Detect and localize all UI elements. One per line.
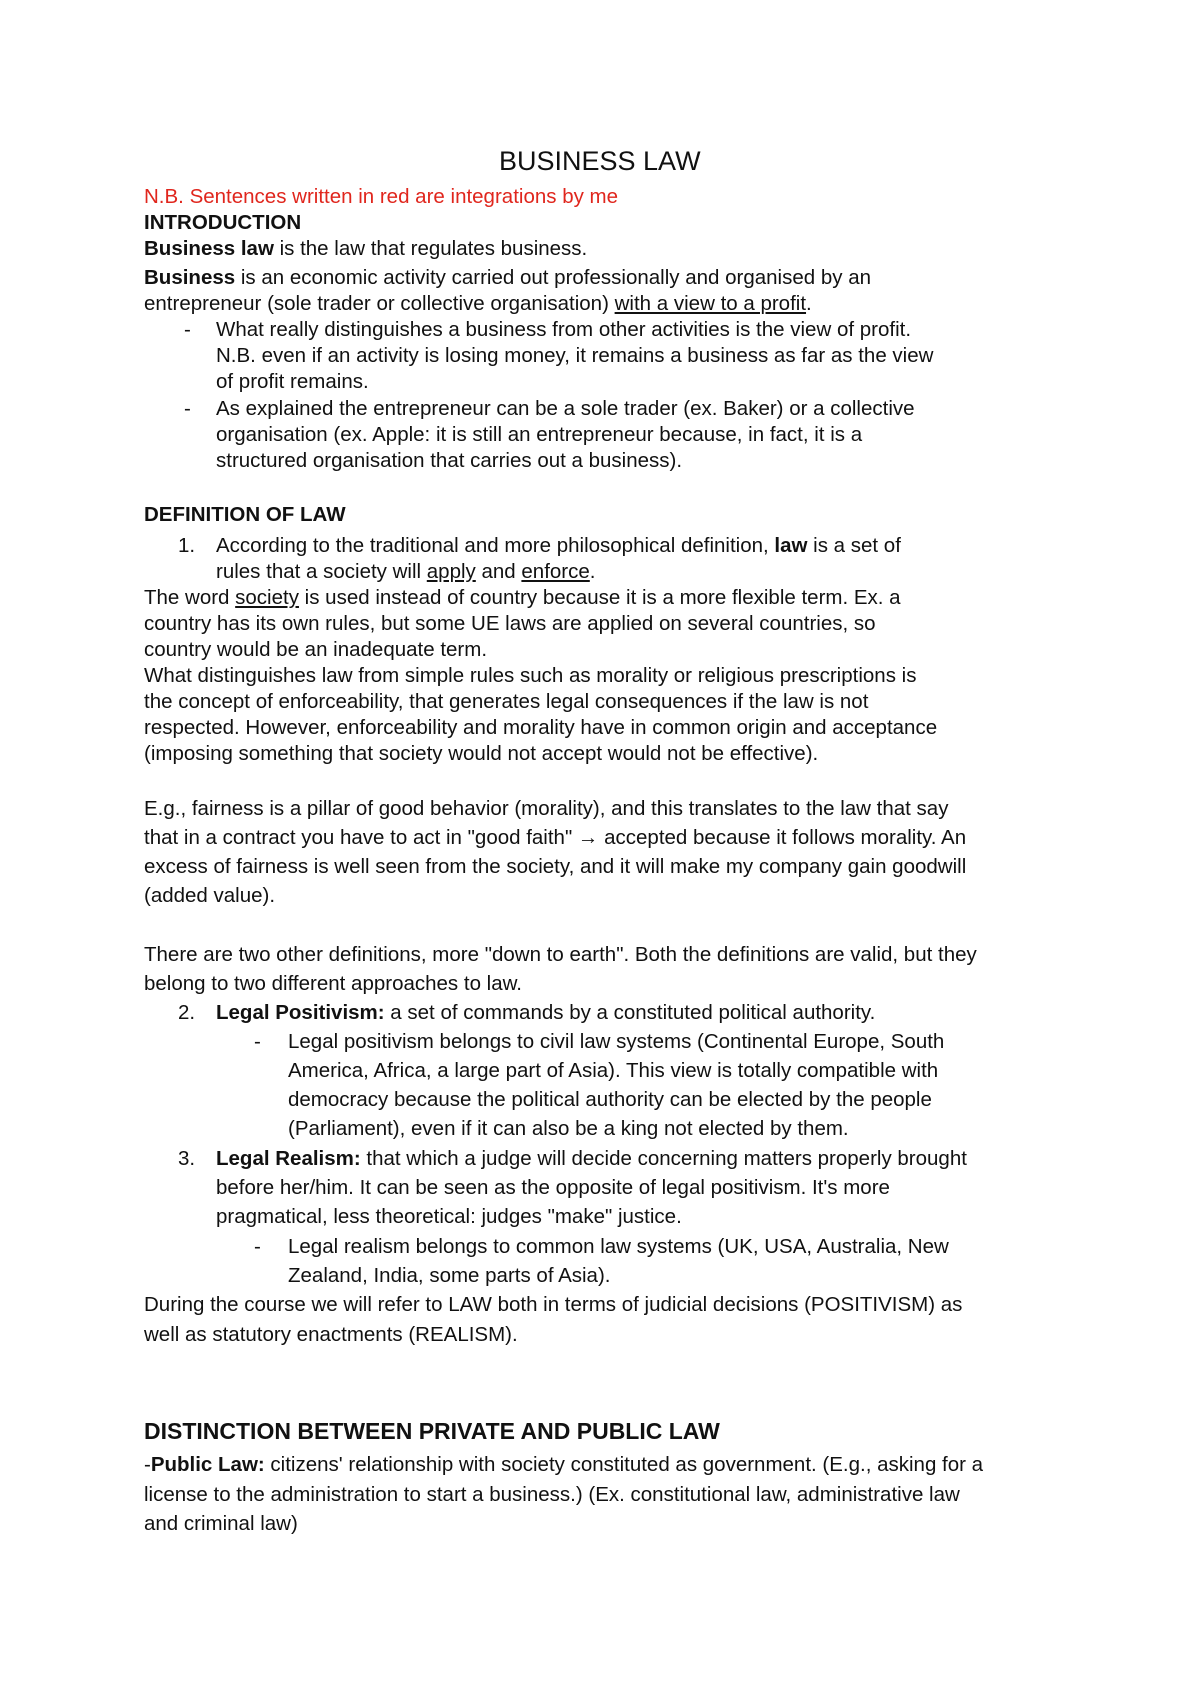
list-number: 2. bbox=[178, 1001, 196, 1024]
bullet-line: N.B. even if an activity is losing money, it remains a business as far as the view bbox=[216, 344, 934, 367]
text-segment: that which a judge will decide concerning matters properly brought bbox=[360, 1147, 967, 1170]
list-number: 3. bbox=[178, 1147, 196, 1170]
eg-paragraph-line: (added value). bbox=[144, 884, 276, 907]
public-law-line: and criminal law) bbox=[144, 1512, 298, 1535]
law-term: law bbox=[774, 534, 808, 557]
realism-sub-line: Zealand, India, some parts of Asia). bbox=[288, 1264, 611, 1287]
positivism-sub-line: democracy because the political authority can be elected by the people bbox=[288, 1088, 932, 1111]
bullet-dash: - bbox=[254, 1030, 261, 1053]
eg-paragraph-line: that in a contract you have to act in "good faith" → accepted because it follows morality. An bbox=[144, 826, 967, 849]
legal-realism-term: Legal Realism: bbox=[216, 1147, 361, 1170]
business-law-definition bbox=[144, 236, 587, 262]
bullet-line: What really distinguishes a business from other activities is the view of profit. bbox=[216, 318, 912, 341]
text-segment: citizens' relationship with society constituted as government. (E.g., asking for a bbox=[264, 1453, 984, 1476]
public-law-line bbox=[144, 1452, 983, 1478]
legal-realism-line: before her/him. It can be seen as the opposite of legal positivism. It's more bbox=[216, 1176, 890, 1199]
distinguish-paragraph-line: respected. However, enforceability and morality have in common origin and acceptance bbox=[144, 716, 938, 739]
text-segment: The word bbox=[144, 586, 236, 609]
positivism-sub-line: Legal positivism belongs to civil law systems (Continental Europe, South bbox=[288, 1030, 945, 1053]
text-segment: is used instead of country because it is a more flexible term. Ex. a bbox=[298, 586, 901, 609]
definition-heading: DEFINITION OF LAW bbox=[144, 503, 346, 526]
legal-realism-line bbox=[216, 1146, 967, 1172]
bullet-line: As explained the entrepreneur can be a sole trader (ex. Baker) or a collective bbox=[216, 397, 915, 420]
business-definition-line-2 bbox=[144, 291, 812, 317]
eg-paragraph-line: E.g., fairness is a pillar of good behavior (morality), and this translates to the law that say bbox=[144, 797, 949, 820]
positivism-sub-line: (Parliament), even if it can also be a king not elected by them. bbox=[288, 1117, 849, 1140]
positivism-sub-line: America, Africa, a large part of Asia). This view is totally compatible with bbox=[288, 1059, 939, 1082]
society-underlined: society bbox=[235, 586, 299, 609]
definition-item-1-line-2 bbox=[216, 559, 596, 585]
definition-item-1-line-1 bbox=[216, 533, 901, 559]
enforce-underlined: enforce bbox=[521, 560, 590, 583]
text-segment: . bbox=[589, 560, 596, 583]
other-definitions-line: There are two other definitions, more "down to earth". Both the definitions are valid, but they bbox=[144, 943, 977, 966]
course-paragraph-line: well as statutory enactments (REALISM). bbox=[144, 1323, 518, 1346]
distinguish-paragraph-line: What distinguishes law from simple rules such as morality or religious prescriptions is bbox=[144, 664, 917, 687]
bullet-line: organisation (ex. Apple: it is still an entrepreneur because, in fact, it is a bbox=[216, 423, 863, 446]
list-number: 1. bbox=[178, 534, 196, 557]
society-paragraph-line-1 bbox=[144, 585, 901, 611]
document-title: BUSINESS LAW bbox=[499, 146, 701, 176]
introduction-heading: INTRODUCTION bbox=[144, 211, 302, 234]
distinguish-paragraph-line: (imposing something that society would not accept would not be effective). bbox=[144, 742, 819, 765]
text-segment: is a set of bbox=[807, 534, 901, 557]
business-law-text: is the law that regulates business. bbox=[273, 237, 588, 260]
society-paragraph-line: country has its own rules, but some UE laws are applied on several countries, so bbox=[144, 612, 876, 635]
business-text: is an economic activity carried out professionally and organised by an bbox=[235, 266, 871, 289]
public-law-line: license to the administration to start a business.) (Ex. constitutional law, administrative law bbox=[144, 1483, 960, 1506]
bullet-line: structured organisation that carries out a business). bbox=[216, 449, 683, 472]
bullet-dash: - bbox=[144, 1453, 151, 1476]
business-text-pre: entrepreneur (sole trader or collective organisation) bbox=[144, 292, 615, 315]
course-paragraph-line: During the course we will refer to LAW both in terms of judicial decisions (POSITIVISM) as bbox=[144, 1293, 963, 1316]
text-segment: a set of commands by a constituted political authority. bbox=[384, 1001, 876, 1024]
text-segment: According to the traditional and more philosophical definition, bbox=[216, 534, 775, 557]
business-text-end: . bbox=[806, 292, 812, 315]
text-segment: rules that a society will bbox=[216, 560, 427, 583]
realism-sub-line: Legal realism belongs to common law systems (UK, USA, Australia, New bbox=[288, 1235, 949, 1258]
legal-positivism-term: Legal Positivism: bbox=[216, 1001, 385, 1024]
red-note: N.B. Sentences written in red are integrations by me bbox=[144, 185, 619, 208]
business-law-term: Business law bbox=[144, 237, 274, 260]
apply-underlined: apply bbox=[426, 560, 476, 583]
business-definition-line-1 bbox=[144, 265, 871, 291]
bullet-dash: - bbox=[184, 318, 191, 341]
distinguish-paragraph-line: the concept of enforceability, that generates legal consequences if the law is not bbox=[144, 690, 869, 713]
legal-positivism-line bbox=[216, 1000, 875, 1026]
business-term: Business bbox=[144, 266, 236, 289]
eg-paragraph-line: excess of fairness is well seen from the society, and it will make my company gain goodwill bbox=[144, 855, 967, 878]
public-law-term: Public Law: bbox=[150, 1453, 265, 1476]
bullet-dash: - bbox=[254, 1235, 261, 1258]
bullet-line: of profit remains. bbox=[216, 370, 369, 393]
legal-realism-line: pragmatical, less theoretical: judges "make" justice. bbox=[216, 1205, 682, 1228]
bullet-dash: - bbox=[184, 397, 191, 420]
text-segment: and bbox=[475, 560, 522, 583]
other-definitions-line: belong to two different approaches to law. bbox=[144, 972, 522, 995]
view-to-profit-underlined: with a view to a profit bbox=[614, 292, 807, 315]
distinction-heading: DISTINCTION BETWEEN PRIVATE AND PUBLIC LAW bbox=[144, 1418, 720, 1444]
society-paragraph-line: country would be an inadequate term. bbox=[144, 638, 488, 661]
